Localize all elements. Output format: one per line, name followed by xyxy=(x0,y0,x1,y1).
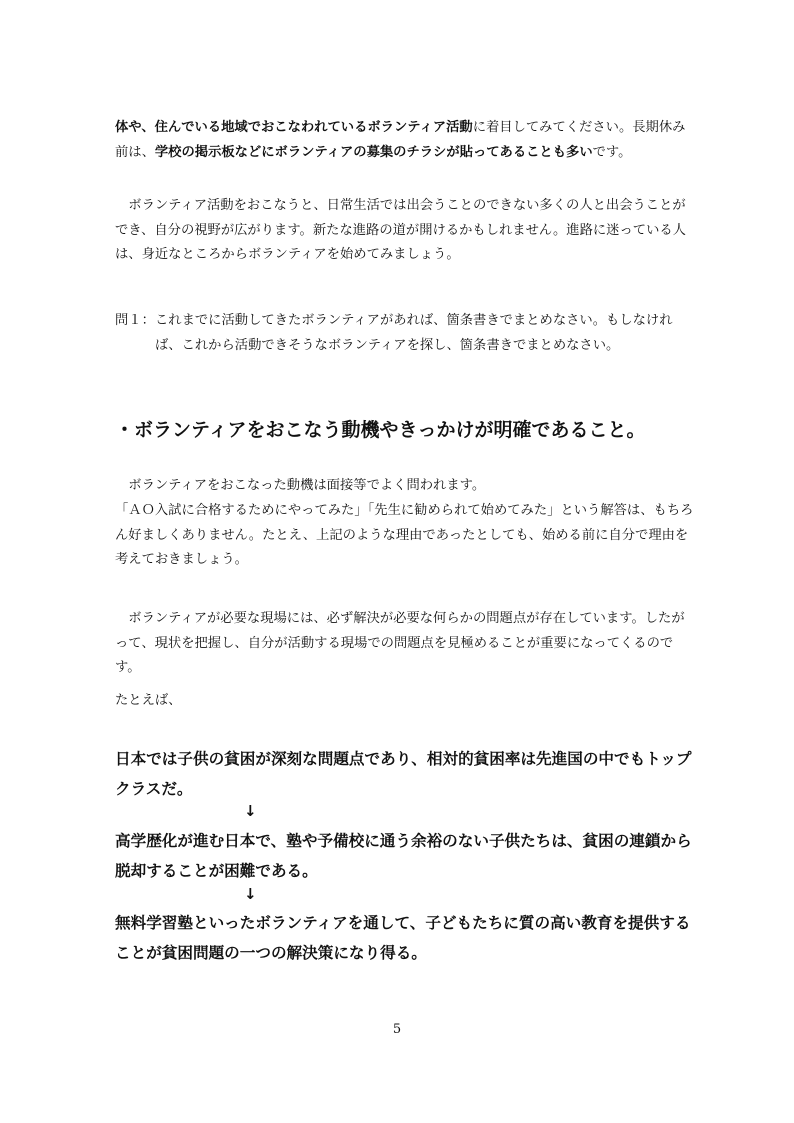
intro-bold-text: 体や、住んでいる地域でおこなわれているボランティア活動 xyxy=(115,120,473,135)
intro-paragraph xyxy=(115,116,695,165)
section-heading: ・ボランティアをおこなう動機やきっかけが明確であること。 xyxy=(115,419,646,441)
chain-step-1: 日本では子供の貧困が深刻な問題点であり、相対的貧困率は先進国の中でもトップクラスだ。 xyxy=(115,750,692,798)
question-label: 問１： xyxy=(115,313,155,328)
intro-text: に着目してみてください。長期休み前は、 xyxy=(115,120,686,160)
page-number: 5 xyxy=(392,1022,402,1037)
motive-intro: ボランティアをおこなった動機は面接等でよく問われます。 xyxy=(115,478,486,493)
problem-paragraph: ボランティアが必要な現場には、必ず解決が必要な何らかの問題点が存在しています。したがって、現状を把握し、自分が活動する現場での問題点を見極めることが重要になってくるのです。 xyxy=(115,611,685,675)
example-lead: たとえば、 xyxy=(115,693,182,708)
motive-paragraph: 「ＡＯ入試に合格するためにやってみた」「先生に勧められて始めてみた」という解答は、もちろん好ましくありません。たとえ、上記のような理由であったとしても、始める前に自分で理由を考えておきましょう。 xyxy=(115,503,694,567)
down-arrow-icon-2: ↓ xyxy=(244,885,257,903)
intro-bold-text-2: 学校の掲示板などにボランティアの募集のチラシが貼ってあることも多い xyxy=(154,144,593,160)
intro-text-end: です。 xyxy=(592,144,632,160)
down-arrow-icon: ↓ xyxy=(244,802,257,820)
chain-step-3: 無料学習塾といったボランティアを通して、子どもたちに質の高い教育を提供することが貧困問題の一つの解決策になり得る。 xyxy=(115,914,691,962)
chain-step-2: 高学歴化が進む日本で、塾や予備校に通う余裕のない子供たちは、貧困の連鎖から脱却することが困難である。 xyxy=(115,832,692,880)
volunteer-benefits-paragraph: ボランティア活動をおこなうと、日常生活では出会うことのできない多くの人と出会うことができ、自分の視野が広がります。新たな進路の道が開けるかもしれません。進路に迷っている人は、身近なところからボランティアを始めてみましょう。 xyxy=(115,198,686,262)
question-text: これまでに活動してきたボランティアがあれば、箇条書きでまとめなさい。もしなければ、これから活動できそうなボランティアを探し、箇条書きでまとめなさい。 xyxy=(155,313,673,353)
